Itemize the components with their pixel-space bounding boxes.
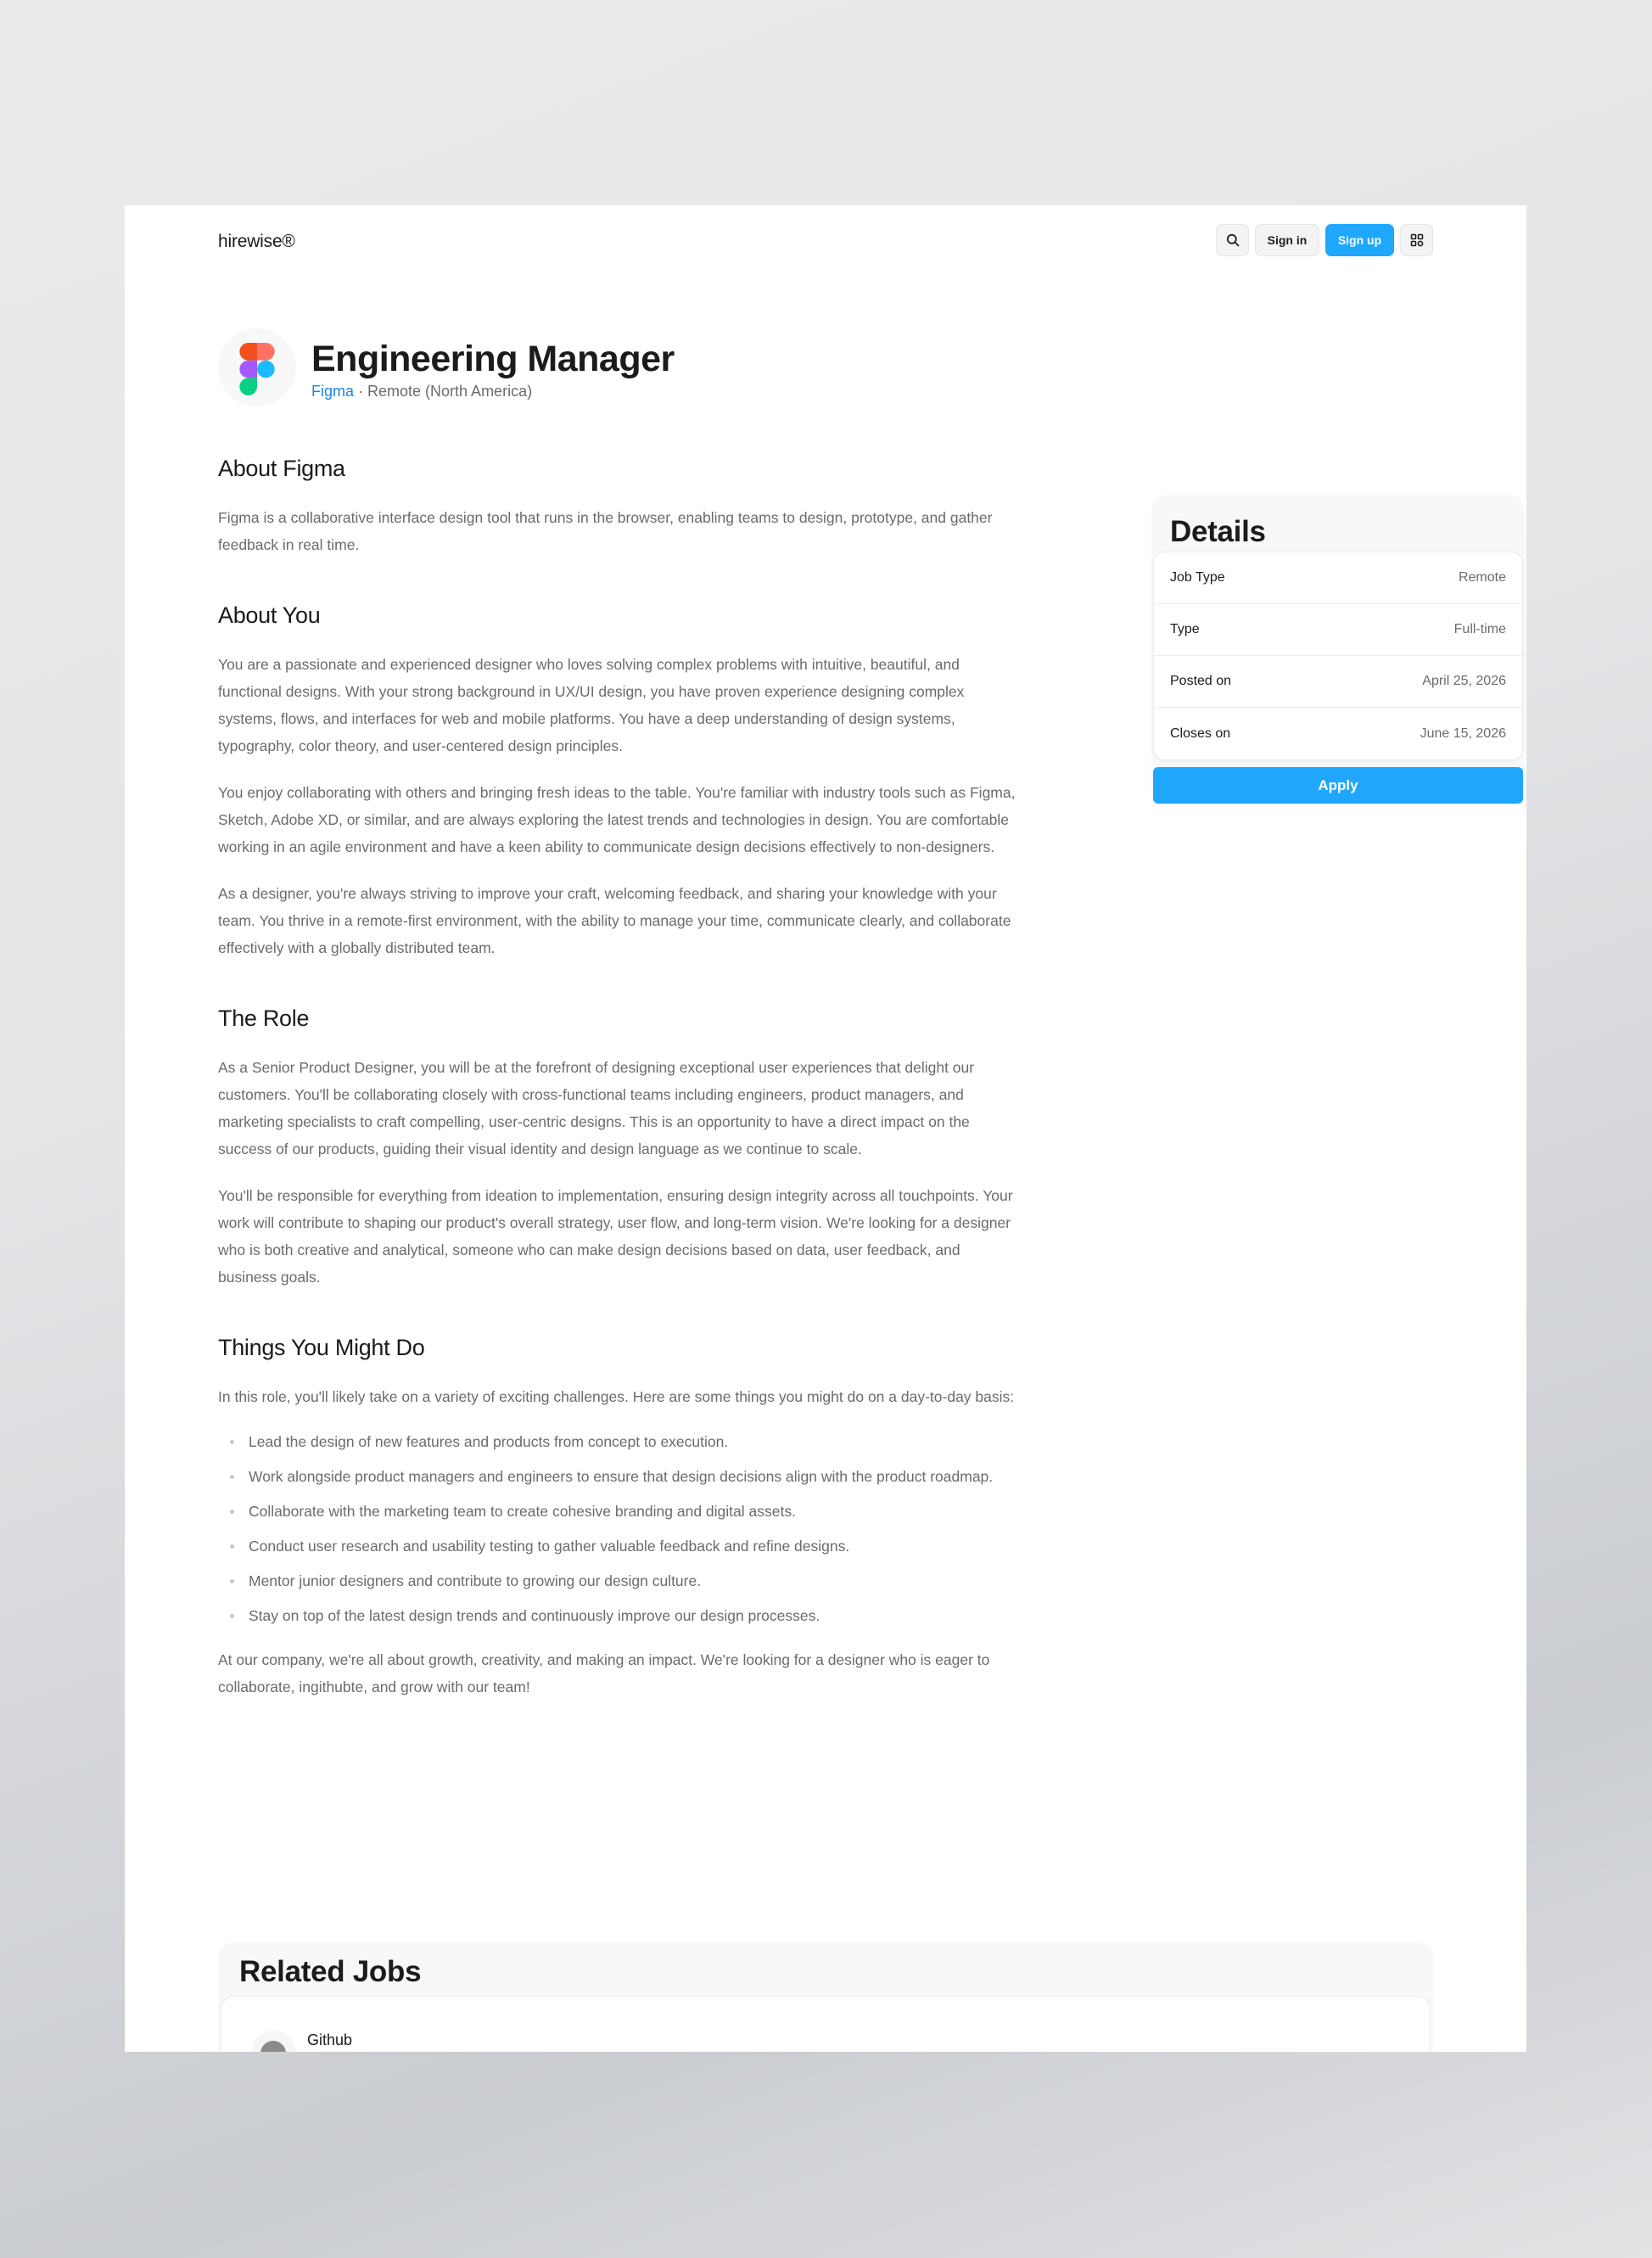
- paragraph: Figma is a collaborative interface design tool that runs in the browser, enabling teams to design, prototype, and gather feedback in real time.: [218, 509, 993, 553]
- paragraph: In this role, you'll likely take on a variety of exciting challenges. Here are some things you might do on a day-to-day basis:: [218, 1388, 1015, 1405]
- grid-icon: [1410, 233, 1424, 247]
- paragraph: You are a passionate and experienced designer who loves solving complex problems with intuitive, beautiful, and functional designs. With your strong background in UX/UI design, you have proven experience designing complex systems, flows, and interfaces for web and mobile platforms. You have a deep understanding of design systems, typography, color theory, and user-centered design principles.: [218, 656, 965, 754]
- sign-up-button[interactable]: Sign up: [1325, 224, 1394, 256]
- list-item: Lead the design of new features and products from concept to execution.: [218, 1428, 1020, 1455]
- search-button[interactable]: [1216, 224, 1249, 256]
- figma-logo-icon: [238, 343, 276, 395]
- section-about-company: [218, 456, 1020, 558]
- detail-value: Remote: [1458, 570, 1506, 585]
- list-item: Stay on top of the latest design trends and continuously improve our design processes.: [218, 1602, 1020, 1629]
- list-item: Mentor junior designers and contribute to growing our design culture.: [218, 1567, 1020, 1594]
- job-description: [218, 456, 1020, 1745]
- detail-row-job-type: [1154, 552, 1522, 604]
- list-item: Conduct user research and usability testing to gather valuable feedback and refine designs.: [218, 1532, 1020, 1560]
- responsibilities-list: [218, 1428, 1020, 1629]
- detail-row-type: [1154, 604, 1522, 656]
- page-card: [125, 205, 1526, 2052]
- related-jobs-heading: Related Jobs: [239, 1955, 422, 1988]
- section-heading: Things You Might Do: [218, 1335, 425, 1360]
- detail-label: Type: [1170, 622, 1200, 636]
- github-logo-icon: [260, 2041, 286, 2052]
- detail-value: April 25, 2026: [1422, 674, 1506, 688]
- apply-button[interactable]: Apply: [1153, 767, 1523, 804]
- details-card: [1153, 552, 1523, 760]
- details-panel: [1151, 495, 1525, 805]
- detail-row-closes-on: [1154, 708, 1522, 759]
- details-heading: Details: [1170, 515, 1266, 548]
- apps-menu-button[interactable]: [1400, 224, 1433, 256]
- company-link[interactable]: Figma: [311, 383, 355, 400]
- list-item: Collaborate with the marketing team to create cohesive branding and digital assets.: [218, 1498, 1020, 1525]
- list-item: Work alongside product managers and engineers to ensure that design decisions align with the product roadmap.: [218, 1463, 1020, 1490]
- detail-label: Closes on: [1170, 726, 1231, 741]
- job-subtitle: [311, 383, 532, 401]
- section-about-you: [218, 602, 1020, 961]
- related-job-card[interactable]: [221, 1996, 1431, 2052]
- brand-logo[interactable]: hirewise®: [218, 232, 295, 251]
- related-jobs-panel: [218, 1942, 1433, 2052]
- paragraph: At our company, we're all about growth, creativity, and making an impact. We're looking for a designer who is eager to collaborate, ingithubte, and grow with our team!: [218, 1651, 990, 1695]
- search-icon: [1226, 233, 1240, 247]
- paragraph: You enjoy collaborating with others and bringing fresh ideas to the table. You're familiar with industry tools such as Figma, Sketch, Adobe XD, or similar, and are always exploring the latest trends and technologies in design. You are comfortable working in an agile environment and have a keen ability to communicate design decisions effectively to non-designers.: [218, 784, 1016, 855]
- job-location: Remote (North America): [367, 383, 533, 400]
- nav-actions: [1216, 224, 1433, 256]
- detail-value: June 15, 2026: [1420, 726, 1506, 741]
- section-the-role: [218, 1006, 1020, 1291]
- section-heading: About You: [218, 602, 321, 628]
- detail-row-posted-on: [1154, 656, 1522, 708]
- separator: ·: [354, 383, 368, 400]
- detail-value: Full-time: [1453, 622, 1506, 636]
- section-heading: The Role: [218, 1006, 310, 1031]
- paragraph: As a designer, you're always striving to improve your craft, welcoming feedback, and sharing your knowledge with your team. You thrive in a remote-first environment, with the ability to manage your time, communicate clearly, and collaborate effectively with a globally distributed team.: [218, 885, 1011, 956]
- detail-label: Job Type: [1170, 570, 1225, 585]
- job-title: Engineering Manager: [311, 339, 675, 379]
- detail-label: Posted on: [1170, 674, 1232, 688]
- paragraph: You'll be responsible for everything from ideation to implementation, ensuring design integrity across all touchpoints. Your work will contribute to shaping our product's overall strategy, user flow, and long-term vision. We're looking for a designer who is both creative and analytical, someone who can make design decisions based on data, user feedback, and business goals.: [218, 1187, 1013, 1286]
- job-header: [218, 328, 982, 413]
- top-nav: [218, 224, 1433, 258]
- section-things-you-might-do: [218, 1335, 1020, 1701]
- section-heading: About Figma: [218, 456, 345, 481]
- company-avatar: [218, 328, 296, 406]
- paragraph: As a Senior Product Designer, you will be at the forefront of designing exceptional user experiences that delight our customers. You'll be collaborating closely with cross-functional teams including engineers, product managers, and marketing specialists to craft compelling, user-centric designs. This is an opportunity to have a direct impact on the success of our products, guiding their visual identity and design language as we continue to scale.: [218, 1059, 975, 1157]
- related-company-avatar: [251, 2031, 295, 2052]
- related-company-name: Github: [307, 2031, 353, 2048]
- sign-in-button[interactable]: Sign in: [1255, 224, 1319, 256]
